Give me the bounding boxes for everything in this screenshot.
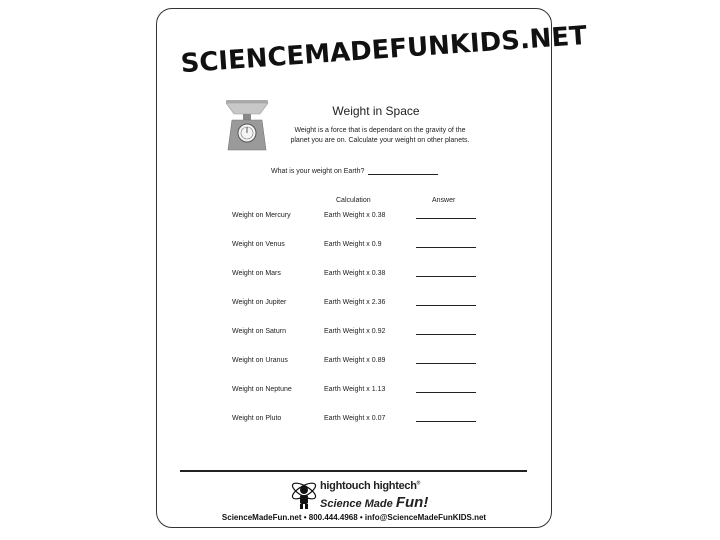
earth-weight-question: What is your weight on Earth? xyxy=(271,168,365,175)
page-title: Weight in Space xyxy=(332,104,420,118)
planet-label: Weight on Mercury xyxy=(232,212,291,219)
planet-label: Weight on Pluto xyxy=(232,415,282,422)
planet-label: Weight on Mars xyxy=(232,270,281,277)
contact-line: ScienceMadeFun.net • 800.444.4968 • info@ScienceMadeFunKIDS.net xyxy=(221,513,487,522)
brand-name: hightouch hightech® xyxy=(320,480,421,492)
worksheet-page xyxy=(156,8,552,528)
planet-answer-line[interactable] xyxy=(416,334,476,335)
earth-weight-answer-line[interactable] xyxy=(368,174,438,175)
planet-calculation: Earth Weight x 0.9 xyxy=(324,241,382,248)
planet-label: Weight on Venus xyxy=(232,241,285,248)
footer-divider xyxy=(180,470,527,472)
planet-calculation: Earth Weight x 0.38 xyxy=(324,270,386,277)
planet-label: Weight on Neptune xyxy=(232,386,292,393)
intro-text: Weight is a force that is dependant on the gravity of the planet you are on. Calculate your weight on other planets. xyxy=(290,127,470,144)
planet-answer-line[interactable] xyxy=(416,218,476,219)
planet-label: Weight on Uranus xyxy=(232,357,288,364)
planet-calculation: Earth Weight x 0.89 xyxy=(324,357,386,364)
planet-label: Weight on Saturn xyxy=(232,328,286,335)
planet-calculation: Earth Weight x 1.13 xyxy=(324,386,386,393)
planet-answer-line[interactable] xyxy=(416,421,476,422)
planet-answer-line[interactable] xyxy=(416,305,476,306)
brand-tagline: Science Made Fun! xyxy=(320,494,429,511)
site-logo xyxy=(176,20,588,80)
kitchen-scale-icon xyxy=(224,100,270,152)
planet-answer-line[interactable] xyxy=(416,247,476,248)
calculation-header: Calculation xyxy=(336,197,371,204)
planet-label: Weight on Jupiter xyxy=(232,299,287,306)
planet-calculation: Earth Weight x 0.92 xyxy=(324,328,386,335)
planet-calculation: Earth Weight x 2.36 xyxy=(324,299,386,306)
site-logo-text: SCIENCEMADEFUNKIDS.NET xyxy=(179,20,588,80)
planet-answer-line[interactable] xyxy=(416,276,476,277)
planet-calculation: Earth Weight x 0.38 xyxy=(324,212,386,219)
answer-header: Answer xyxy=(432,197,456,204)
planet-answer-line[interactable] xyxy=(416,363,476,364)
planet-calculation: Earth Weight x 0.07 xyxy=(324,415,386,422)
atom-robot-logo-icon xyxy=(290,478,318,510)
planet-answer-line[interactable] xyxy=(416,392,476,393)
